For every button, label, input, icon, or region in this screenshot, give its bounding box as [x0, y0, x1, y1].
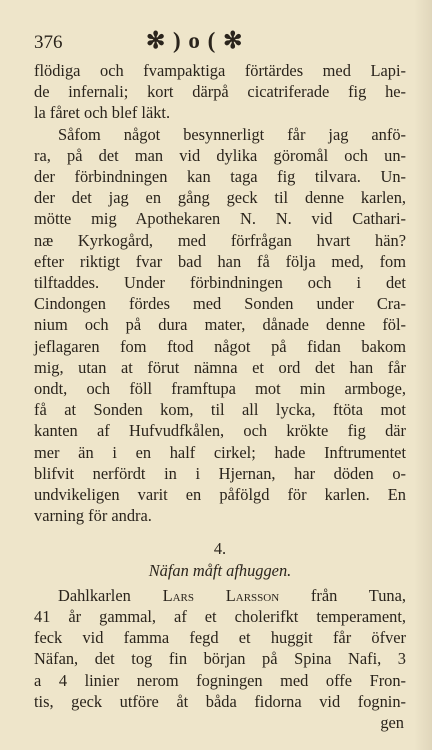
text-line: der det jag en gång geck til denne karlen, [34, 188, 406, 208]
page-number: 376 [34, 32, 63, 53]
text-line: varning för andra. [34, 506, 152, 526]
text-line: tis, geck utföre åt båda fidorna vid fognin- [34, 691, 406, 711]
text-fragment: Dahlkarlen [58, 585, 163, 605]
text-line: efter riktigt fvar bad han få följa med, fom [34, 251, 406, 271]
page-edge-shadow [414, 0, 432, 750]
text-line: kanten af Hufvudfkålen, och krökte fig där [34, 421, 406, 441]
catchword: gen [380, 713, 404, 733]
paragraph-1 [34, 60, 406, 124]
paragraph-2 [34, 124, 406, 527]
text-line: ra, på det man vid dylika göromål och un- [34, 145, 406, 165]
text-line: Näfan, det tog fin början på Spina Nafi, 3 [34, 649, 406, 669]
text-line: mötte mig Apothekaren N. N. vid Cathari- [34, 209, 406, 229]
text-line: nium och på dura mater, dånade denne föl- [34, 315, 406, 335]
text-line: la fåret och blef läkt. [34, 103, 171, 123]
section-title: Näfan måft afhuggen. [148, 560, 292, 580]
text-line: Såfom något besynnerligt får jag anfö- [58, 124, 406, 144]
body-text [34, 60, 406, 733]
text-line: jeflagaren fom ftod något på fidan bakom [34, 336, 406, 356]
text-line: a 4 linier nerom fogningen med offe Fron- [34, 670, 406, 690]
text-line: undvikeligen varit en påfölgd för karlen. En [34, 485, 406, 505]
running-header [34, 28, 398, 58]
text-line: feck vid famma fegd et huggit får öfver [34, 628, 406, 648]
text-line: de infernali; kort därpå cicatriferade fig he- [34, 82, 406, 102]
section-number: 4. [213, 539, 227, 559]
header-ornament: ✻ ) o ( ✻ [146, 28, 244, 53]
text-line: ondt, och föll framftupa mot min armboge, [34, 379, 406, 399]
text-line: 41 år gammal, af et cholerifkt temperament, [34, 607, 406, 627]
text-fragment: från Tuna, [279, 585, 406, 605]
text-line: næ Kyrkogård, med förfrågan hvart hän? [34, 230, 406, 250]
text-line: mer än i en half cirkel; hade Inftrumentet [34, 442, 406, 462]
text-line: flödiga och fvampaktiga förtärdes med Lapi- [34, 61, 406, 80]
text-line: få at Sonden kom, til all lycka, ftöta mot [34, 400, 406, 420]
person-name: Lars Larsson [162, 585, 280, 605]
text-line [34, 585, 406, 606]
text-line: blifvit nerfördt in i Hjernan, har döden o- [34, 463, 406, 483]
text-line: mig, utan at förut nämna et ord det han får [34, 357, 406, 377]
text-line: Cindongen fördes med Sonden under Cra- [34, 294, 406, 314]
text-line: der förbindningen kan taga fig tilvara. Un- [34, 167, 406, 187]
text-line: tilftaddes. Under förbindningen och i det [34, 273, 406, 293]
paragraph-3 [34, 585, 406, 712]
